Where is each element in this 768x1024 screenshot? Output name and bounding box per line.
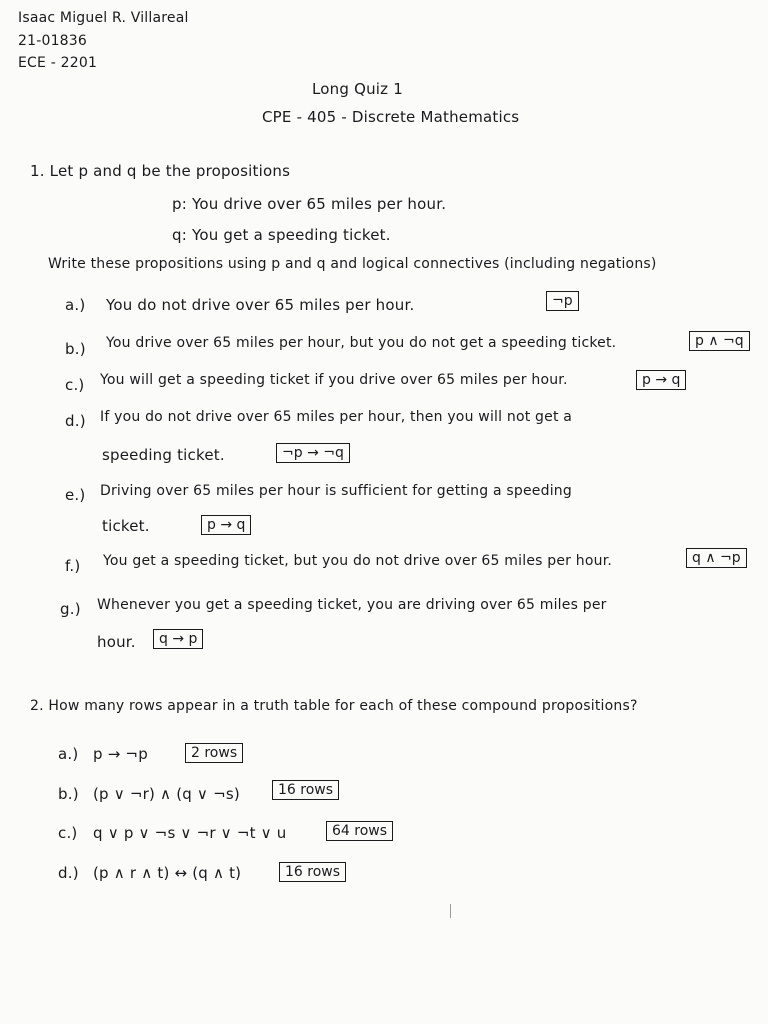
q1-e-text-cont: ticket. [102,517,150,535]
q1-f-text: You get a speeding ticket, but you do not drive over 65 miles per hour. [103,553,613,569]
q1-g-answer: q → p [153,629,203,649]
q1-f-label: f.) [65,557,81,575]
q1-prompt: 1. Let p and q be the propositions [30,162,291,180]
q1-e-answer: p → q [201,515,251,535]
q2-b-expr: (p ∨ ¬r) ∧ (q ∨ ¬s) [93,785,240,803]
q1-a-text: You do not drive over 65 miles per hour. [106,296,415,314]
q1-g-text: Whenever you get a speeding ticket, you are driving over 65 miles per [97,597,607,613]
student-id: 21-01836 [18,33,88,49]
quiz-title: Long Quiz 1 [312,80,403,98]
q2-c-expr: q ∨ p ∨ ¬s ∨ ¬r ∨ ¬t ∨ u [93,824,287,842]
stray-pen-mark [450,904,451,918]
q1-b-label: b.) [65,340,86,358]
q1-b-answer: p ∧ ¬q [689,331,750,351]
q2-d-answer: 16 rows [279,862,346,882]
q1-a-answer: ¬p [546,291,579,311]
q1-c-text: You will get a speeding ticket if you drive over 65 miles per hour. [100,372,568,388]
student-name: Isaac Miguel R. Villareal [18,10,189,26]
q1-c-answer: p → q [636,370,686,390]
q2-b-answer: 16 rows [272,780,339,800]
q1-a-label: a.) [65,296,86,314]
q1-e-text: Driving over 65 miles per hour is sufficient for getting a speeding [100,483,572,499]
q1-g-text-cont: hour. [97,633,136,651]
q1-instruction: Write these propositions using p and q and logical connectives (including negations) [48,256,657,272]
q1-c-label: c.) [65,376,85,394]
q2-b-label: b.) [58,785,79,803]
q2-d-expr: (p ∧ r ∧ t) ↔ (q ∧ t) [93,864,242,882]
quiz-subtitle: CPE - 405 - Discrete Mathematics [262,108,520,126]
q2-a-label: a.) [58,745,79,763]
q1-d-text-cont: speeding ticket. [102,446,225,464]
q1-p-definition: p: You drive over 65 miles per hour. [172,195,447,213]
q1-d-answer: ¬p → ¬q [276,443,350,463]
student-section: ECE - 2201 [18,55,98,71]
q2-d-label: d.) [58,864,79,882]
q1-f-answer: q ∧ ¬p [686,548,747,568]
q1-d-text: If you do not drive over 65 miles per hour, then you will not get a [100,409,573,425]
q1-q-definition: q: You get a speeding ticket. [172,226,391,244]
q2-a-answer: 2 rows [185,743,243,763]
q1-d-label: d.) [65,412,86,430]
q2-prompt: 2. How many rows appear in a truth table for each of these compound propositions? [30,698,638,714]
q1-e-label: e.) [65,486,86,504]
q1-g-label: g.) [60,600,81,618]
q2-a-expr: p → ¬p [93,745,148,763]
q2-c-answer: 64 rows [326,821,393,841]
q2-c-label: c.) [58,824,78,842]
q1-b-text: You drive over 65 miles per hour, but you do not get a speeding ticket. [106,335,617,351]
